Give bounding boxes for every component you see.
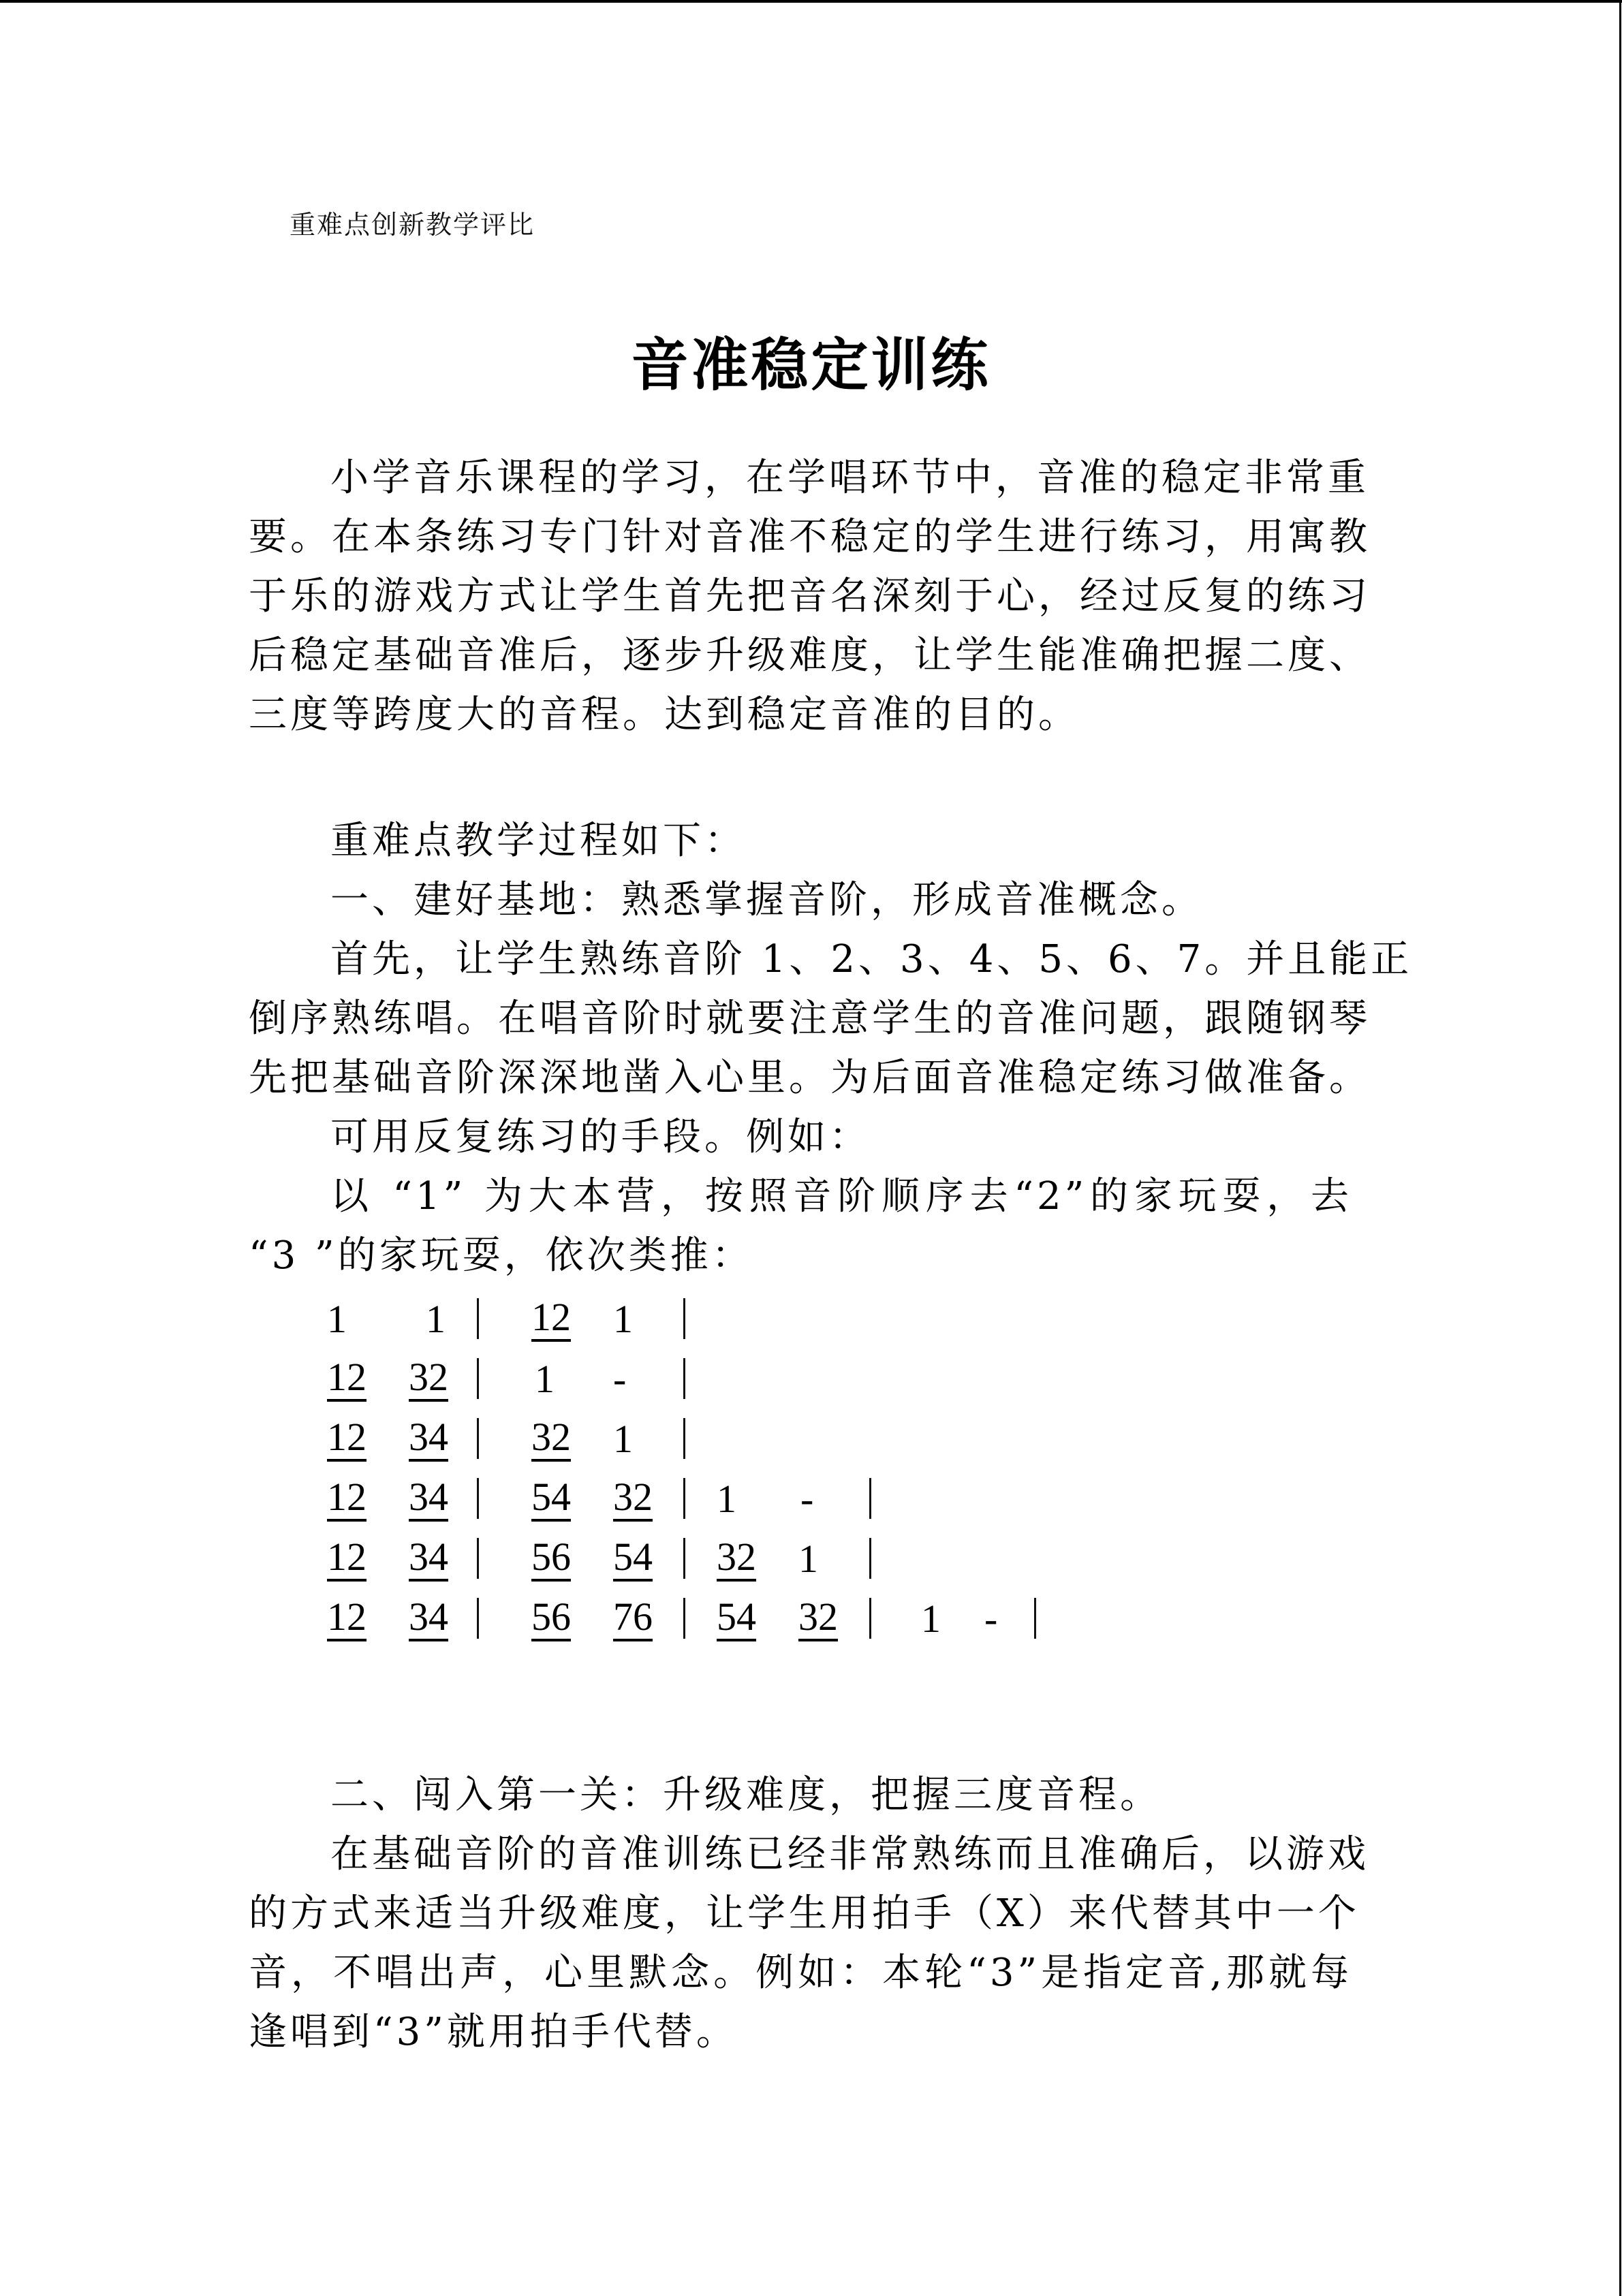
process-heading: 重难点教学过程如下：: [330, 819, 746, 863]
barline: [683, 1298, 685, 1339]
note: 1: [327, 1297, 347, 1341]
intro-line-1: 小学音乐课程的学习，在学唱环节中，音准的稳定非常重: [330, 456, 1369, 500]
barline: [683, 1598, 685, 1639]
underlined-note-pair: 12: [327, 1355, 366, 1402]
underlined-note-pair: 32: [717, 1535, 756, 1582]
section1-line-2: 倒序熟练唱。在唱音阶时就要注意学生的音准问题，跟随钢琴: [249, 996, 1371, 1041]
barline: [477, 1598, 479, 1639]
intro-line-5: 三度等跨度大的音程。达到稳定音准的目的。: [249, 693, 1080, 737]
barline: [477, 1298, 479, 1339]
underlined-note-pair: 32: [531, 1415, 571, 1462]
section2-line-4: 逢唱到“3”就用拍手代替。: [249, 2010, 738, 2054]
underlined-note-pair: 12: [327, 1415, 366, 1462]
note: 1: [535, 1357, 555, 1401]
section1-line-3: 先把基础音阶深深地凿入心里。为后面音准稳定练习做准备。: [249, 1056, 1371, 1100]
underlined-note-pair: 32: [613, 1475, 653, 1522]
barline: [869, 1538, 871, 1579]
underlined-note-pair: 34: [409, 1595, 448, 1641]
section2-line-1: 在基础音阶的音准训练已经非常熟练而且准确后，以游戏: [330, 1832, 1369, 1876]
page-title: 音准稳定训练: [631, 332, 991, 398]
underlined-note-pair: 54: [531, 1475, 571, 1522]
barline: [1034, 1598, 1036, 1639]
barline: [683, 1358, 685, 1399]
section2-title: 二、闯入第一关：升级难度，把握三度音程。: [330, 1773, 1161, 1817]
underlined-note-pair: 12: [327, 1595, 366, 1641]
underlined-note-pair: 56: [531, 1595, 571, 1641]
underlined-note-pair: 76: [613, 1595, 653, 1641]
section1-title: 一、建好基地：熟悉掌握音阶，形成音准概念。: [330, 878, 1203, 922]
note: 1: [717, 1477, 736, 1521]
note: 1: [921, 1597, 941, 1641]
dash-hold: -: [984, 1597, 998, 1641]
running-header: 重难点创新教学评比: [290, 210, 535, 240]
underlined-note-pair: 12: [327, 1535, 366, 1582]
barline: [683, 1538, 685, 1579]
underlined-note-pair: 34: [409, 1535, 448, 1582]
section1-line-1: 首先，让学生熟练音阶 1、2、3、4、5、6、7。并且能正: [330, 937, 1413, 981]
barline: [477, 1478, 479, 1519]
underlined-note-pair: 56: [531, 1535, 571, 1582]
example-line-2: “3 ”的家玩耍，依次类推：: [249, 1233, 753, 1278]
barline: [683, 1478, 685, 1519]
dash-hold: -: [613, 1357, 627, 1401]
underlined-note-pair: 54: [613, 1535, 653, 1582]
underlined-note-pair: 12: [531, 1295, 571, 1342]
underlined-note-pair: 32: [409, 1355, 448, 1402]
section2-line-2: 的方式来适当升级难度，让学生用拍手（X）来代替其中一个: [249, 1891, 1360, 1936]
example-line-1: 以 “1” 为大本营，按照音阶顺序去“2”的家玩耍，去: [330, 1174, 1352, 1218]
underlined-note-pair: 34: [409, 1475, 448, 1522]
note: 1: [613, 1417, 633, 1461]
underlined-note-pair: 54: [717, 1595, 756, 1641]
note: 1: [613, 1297, 633, 1341]
barline: [477, 1358, 479, 1399]
underlined-note-pair: 34: [409, 1415, 448, 1462]
barline: [869, 1598, 871, 1639]
barline: [477, 1418, 479, 1459]
intro-line-3: 于乐的游戏方式让学生首先把音名深刻于心，经过反复的练习: [249, 574, 1371, 618]
underlined-note-pair: 32: [798, 1595, 838, 1641]
barline: [683, 1418, 685, 1459]
barline: [477, 1538, 479, 1579]
intro-line-2: 要。在本条练习专门针对音准不稳定的学生进行练习，用寓教: [249, 515, 1371, 559]
note: 1: [426, 1297, 446, 1341]
intro-line-4: 后稳定基础音准后，逐步升级难度，让学生能准确把握二度、: [249, 633, 1371, 678]
method-line: 可用反复练习的手段。例如：: [330, 1115, 871, 1159]
note: 1: [798, 1537, 818, 1581]
barline: [869, 1478, 871, 1519]
section2-line-3: 音，不唱出声，心里默念。例如：本轮“3”是指定音,那就每: [249, 1951, 1352, 1995]
dash-hold: -: [800, 1477, 814, 1521]
underlined-note-pair: 12: [327, 1475, 366, 1522]
